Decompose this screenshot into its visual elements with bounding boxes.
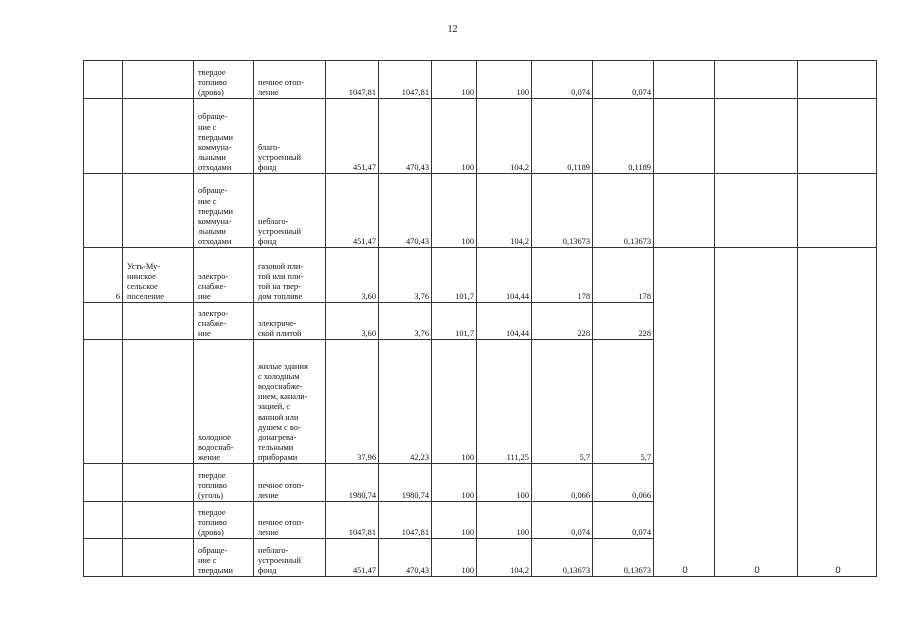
value-cell: 104,2 [477,99,532,174]
merged-value-cell: 0 [715,248,798,577]
service-cell: холодное водоснаб- жение [194,340,254,464]
object-cell: неблаго- устроенный фонд [254,539,326,577]
row-number-cell: 6 [84,248,123,303]
merged-value-cell: 0 [798,248,877,577]
value-cell: 3,60 [326,248,379,303]
value-cell: 0,13673 [532,174,593,248]
value-cell: 5,7 [593,340,654,464]
object-cell: благо- устроенный фонд [254,99,326,174]
value-cell: 5,7 [532,340,593,464]
value-cell: 100 [432,464,477,502]
service-cell: твердое топливо (дрова) [194,502,254,539]
value-cell: 470,43 [379,174,432,248]
value-cell: 470,43 [379,99,432,174]
row-number-cell [84,502,123,539]
row-number-cell [84,340,123,464]
row-number-cell [84,174,123,248]
object-cell: неблаго- устроенный фонд [254,174,326,248]
value-cell: 1047,81 [379,502,432,539]
object-cell: печное отоп- ление [254,61,326,99]
table-row [84,99,877,174]
value-cell: 104,44 [477,303,532,340]
tariff-table [83,60,877,577]
settlement-cell [123,99,194,174]
value-cell: 100 [477,502,532,539]
object-cell: электриче- ской плитой [254,303,326,340]
value-cell: 104,2 [477,539,532,577]
table-row [84,61,877,99]
value-cell: 100 [477,464,532,502]
empty-cell [654,61,715,99]
value-cell: 0,066 [532,464,593,502]
service-cell: обраще- ние с твердыми коммуна- льными отходами [194,99,254,174]
object-cell: газовой пли- той или пли- той на твер- дом топливе [254,248,326,303]
empty-cell [715,61,798,99]
value-cell: 101,7 [432,303,477,340]
value-cell: 0,13673 [593,539,654,577]
settlement-cell [123,464,194,502]
value-cell: 100 [432,502,477,539]
empty-cell [654,174,715,248]
service-cell: электро- снабже- ние [194,303,254,340]
empty-cell [798,61,877,99]
value-cell: 3,76 [379,303,432,340]
value-cell: 104,2 [477,174,532,248]
value-cell: 104,44 [477,248,532,303]
value-cell: 0,074 [593,502,654,539]
empty-cell [715,174,798,248]
merged-value-cell: 0 [654,248,715,577]
row-number-cell [84,539,123,577]
empty-cell [798,174,877,248]
settlement-cell [123,539,194,577]
object-cell: печное отоп- ление [254,464,326,502]
object-cell: печное отоп- ление [254,502,326,539]
value-cell: 42,23 [379,340,432,464]
value-cell: 451,47 [326,99,379,174]
value-cell: 228 [532,303,593,340]
empty-cell [654,99,715,174]
value-cell: 100 [477,61,532,99]
value-cell: 0,1189 [593,99,654,174]
settlement-cell [123,502,194,539]
value-cell: 451,47 [326,174,379,248]
value-cell: 37,96 [326,340,379,464]
value-cell: 0,074 [593,61,654,99]
page-number: 12 [447,24,458,35]
settlement-cell [123,61,194,99]
value-cell: 1047,81 [326,502,379,539]
value-cell: 0,074 [532,61,593,99]
value-cell: 1980,74 [379,464,432,502]
value-cell: 0,074 [532,502,593,539]
value-cell: 0,13673 [532,539,593,577]
value-cell: 101,7 [432,248,477,303]
value-cell: 100 [432,340,477,464]
empty-cell [798,99,877,174]
value-cell: 470,43 [379,539,432,577]
settlement-cell: Усть-Му- нинское сельское поселение [123,248,194,303]
value-cell: 1980,74 [326,464,379,502]
value-cell: 100 [432,174,477,248]
value-cell: 1047,81 [326,61,379,99]
settlement-cell [123,174,194,248]
value-cell: 3,76 [379,248,432,303]
row-number-cell [84,303,123,340]
value-cell: 0,13673 [593,174,654,248]
value-cell: 1047,81 [379,61,432,99]
row-number-cell [84,464,123,502]
table-row [84,174,877,248]
settlement-cell [123,303,194,340]
value-cell: 0,066 [593,464,654,502]
service-cell: обраще- ние с твердыми коммуна- льными отходами [194,174,254,248]
table-row [84,248,877,303]
value-cell: 3,60 [326,303,379,340]
empty-cell [715,99,798,174]
value-cell: 451,47 [326,539,379,577]
row-number-cell [84,61,123,99]
service-cell: твердое топливо (дрова) [194,61,254,99]
value-cell: 178 [593,248,654,303]
value-cell: 100 [432,99,477,174]
value-cell: 111,25 [477,340,532,464]
value-cell: 228 [593,303,654,340]
service-cell: твердое топливо (уголь) [194,464,254,502]
settlement-cell [123,340,194,464]
service-cell: электро- снабже- ние [194,248,254,303]
value-cell: 0,1189 [532,99,593,174]
service-cell: обраще- ние с твердыми [194,539,254,577]
row-number-cell [84,99,123,174]
object-cell: жилые здания с холодным водоснабже- нием, канали- зацией, с ванной или душем с во- донагрева- тельными приборами [254,340,326,464]
value-cell: 100 [432,539,477,577]
value-cell: 100 [432,61,477,99]
value-cell: 178 [532,248,593,303]
